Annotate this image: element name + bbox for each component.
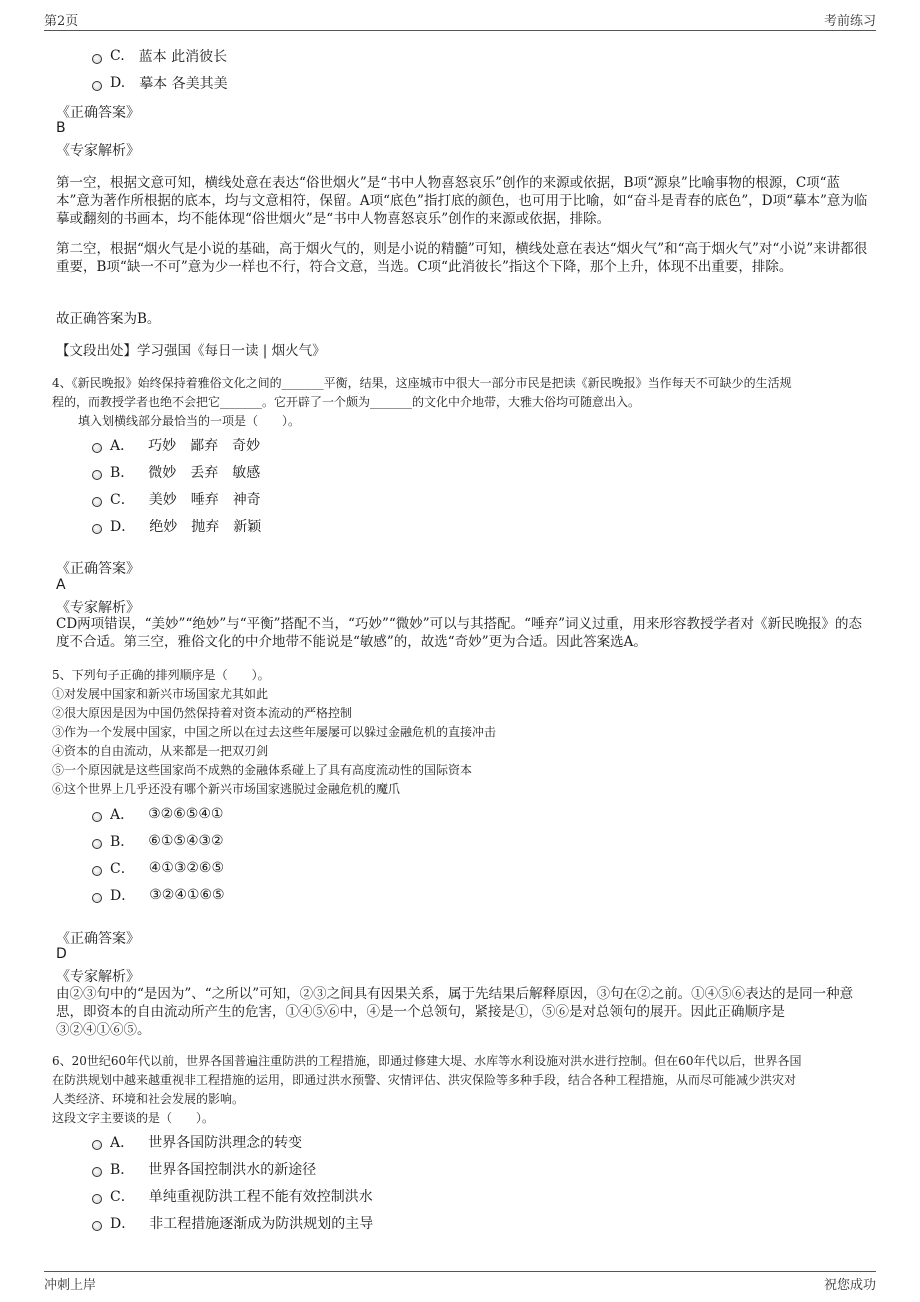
radio-icon[interactable] bbox=[92, 54, 102, 64]
sentence-item: ①对发展中国家和新兴市场国家尤其如此 bbox=[52, 687, 269, 701]
footer-right-text: 祝您成功 bbox=[823, 1278, 876, 1293]
answer-label: 《正确答案》 bbox=[56, 105, 140, 121]
analysis-paragraph: 由②③句中的“是因为”、“之所以”可知，②③之间具有因果关系，属于先结果后解释原因，③句在②之前。①④⑤⑥表达的是同一种意思，即资本的自由流动所产生的危害，①④⑤⑥中，④是一个总领句，紧接是①，⑤⑥是对总领句的展开。因此正确顺序是③②④①⑥⑤。 bbox=[56, 986, 854, 1038]
q4-option-a[interactable]: A． 巧妙 鄙弃 奇妙 bbox=[92, 434, 260, 456]
q4-option-d[interactable]: D． 绝妙 抛弃 新颖 bbox=[92, 515, 261, 537]
q4-option-c[interactable]: C． 美妙 唾弃 神奇 bbox=[92, 488, 261, 510]
footer-left-text: 冲刺上岸 bbox=[44, 1278, 97, 1293]
radio-icon[interactable] bbox=[92, 812, 102, 822]
q6-option-d[interactable]: D． 非工程措施逐渐成为防洪规划的主导 bbox=[92, 1212, 373, 1234]
analysis-paragraph: CD两项错误，“美妙”“绝妙”与“平衡”搭配不当，“巧妙”“微妙”可以与其搭配。“唾弃”词义过重，用来形容教授学者对《新民晚报》的态度不合适。第三空，雅俗文化的中介地带不能说是“敏感”的，故选“奇妙”更为合适。因此答案选A。 bbox=[56, 616, 862, 650]
sentence-item: ②很大原因是因为中国仍然保持着对资本流动的严格控制 bbox=[52, 706, 353, 720]
radio-icon[interactable] bbox=[92, 866, 102, 876]
sentence-item: ⑥这个世界上几乎还没有哪个新兴市场国家逃脱过金融危机的魔爪 bbox=[52, 782, 401, 796]
page-footer bbox=[44, 1271, 876, 1294]
header-title: 考前练习 bbox=[823, 14, 876, 29]
sentence-item: ⑤一个原因就是这些国家尚不成熟的金融体系碰上了具有高度流动性的国际资本 bbox=[52, 763, 473, 777]
q4-option-b[interactable]: B． 微妙 丢弃 敏感 bbox=[92, 461, 260, 483]
radio-icon[interactable] bbox=[92, 1221, 102, 1231]
q5-option-c[interactable]: C． ④①③②⑥⑤ bbox=[92, 857, 224, 879]
question-stem: 6、20世纪60年代以前，世界各国普遍注重防洪的工程措施，即通过修建大堤、水库等水利设施对洪水进行控制。但在60年代以后，世界各国 在防洪规划中越来越重视非工程措施的运用，即通过洪水预警、灾情评估、洪灾保险等多种手段，结合各种工程措施，从而尽可能减少洪灾对 人类经济、环境和社会发展的影响。 这段文字主要谈的是（ ）。 bbox=[52, 1054, 802, 1125]
radio-icon[interactable] bbox=[92, 1140, 102, 1150]
analysis-label: 《专家解析》 bbox=[56, 969, 140, 985]
analysis-paragraph: 第一空，根据文意可知，横线处意在表达“俗世烟火”是“书中人物喜怒哀乐”创作的来源或依据，B项“源泉”比喻事物的根源，C项“蓝本”意为著作所根据的底本，均与文意相符，保留。A项“底色”指打底的颜色，也可用于比喻，如“奋斗是青春的底色”，D项“摹本”意为临摹或翻刻的书画本，均不能体现“俗世烟火”是“书中人物喜怒哀乐”创作的来源或依据，排除。 bbox=[56, 175, 868, 227]
radio-icon[interactable] bbox=[92, 1194, 102, 1204]
sentence-item: ③作为一个发展中国家，中国之所以在过去这些年屡屡可以躲过金融危机的直接冲击 bbox=[52, 725, 497, 739]
source-note: 【文段出处】学习强国《每日一读 | 烟火气》 bbox=[56, 343, 326, 359]
analysis-label: 《专家解析》 bbox=[56, 600, 140, 616]
answer-value: D bbox=[56, 946, 67, 962]
answer-label: 《正确答案》 bbox=[56, 931, 140, 947]
question-stem: 5、下列句子正确的排列顺序是（ ）。 ①对发展中国家和新兴市场国家尤其如此 ②很大原因是因为中国仍然保持着对资本流动的严格控制 ③作为一个发展中国家，中国之所以在过去这些年屡屡可以躲过金融危机的直接冲击 ④资本的自由流动，从来都是一把双刃剑 ⑤一个原因就是这些国家尚不成熟的金融体系碰上了具有高度流动性的国际资本 ⑥这个世界上几乎还没有哪个新兴市场国家逃脱过金融危机的魔爪 bbox=[52, 666, 872, 799]
q3-option-c[interactable]: C. 蓝本 此消彼长 bbox=[92, 45, 227, 67]
radio-icon[interactable] bbox=[92, 1167, 102, 1177]
q6-option-a[interactable]: A． 世界各国防洪理念的转变 bbox=[92, 1131, 302, 1153]
radio-icon[interactable] bbox=[92, 81, 102, 91]
radio-icon[interactable] bbox=[92, 839, 102, 849]
answer-label: 《正确答案》 bbox=[56, 561, 140, 577]
analysis-paragraph: 第二空，根据“烟火气是小说的基础，高于烟火气的，则是小说的精髓”可知，横线处意在表达“烟火气”和“高于烟火气”对“小说”来讲都很重要，B项“缺一不可”意为少一样也不行，符合文意，当选。C项“此消彼长”指这个下降，那个上升，体现不出重要，排除。 bbox=[56, 241, 868, 275]
q6-option-b[interactable]: B． 世界各国控制洪水的新途径 bbox=[92, 1158, 316, 1180]
q6-option-c[interactable]: C． 单纯重视防洪工程不能有效控制洪水 bbox=[92, 1185, 373, 1207]
radio-icon[interactable] bbox=[92, 443, 102, 453]
analysis-conclusion: 故正确答案为B。 bbox=[56, 311, 161, 327]
radio-icon[interactable] bbox=[92, 524, 102, 534]
q5-option-b[interactable]: B． ⑥①⑤④③② bbox=[92, 830, 224, 852]
q5-option-a[interactable]: A． ③②⑥⑤④① bbox=[92, 803, 223, 825]
page-number: 第2页 bbox=[44, 14, 79, 29]
analysis-label: 《专家解析》 bbox=[56, 143, 140, 159]
sentence-item: ④资本的自由流动，从来都是一把双刃剑 bbox=[52, 744, 269, 758]
q5-option-d[interactable]: D． ③②④①⑥⑤ bbox=[92, 884, 225, 906]
radio-icon[interactable] bbox=[92, 470, 102, 480]
q3-option-d[interactable]: D. 摹本 各美其美 bbox=[92, 72, 228, 94]
question-stem: 4、《新民晚报》始终保持着雅俗文化之间的_______平衡，结果，这座城市中很大一部分市民是把读《新民晚报》当作每天不可缺少的生活规 程的，而教授学者也绝不会把它_______。它开辟了一个颇为_______的文化中介地带，大雅大俗均可随意出入。 填入划横线部分最恰当的一项是（ ）。 bbox=[52, 376, 792, 428]
answer-value: B bbox=[56, 120, 66, 136]
answer-value: A bbox=[56, 577, 66, 593]
radio-icon[interactable] bbox=[92, 497, 102, 507]
radio-icon[interactable] bbox=[92, 893, 102, 903]
page-header bbox=[44, 10, 876, 31]
